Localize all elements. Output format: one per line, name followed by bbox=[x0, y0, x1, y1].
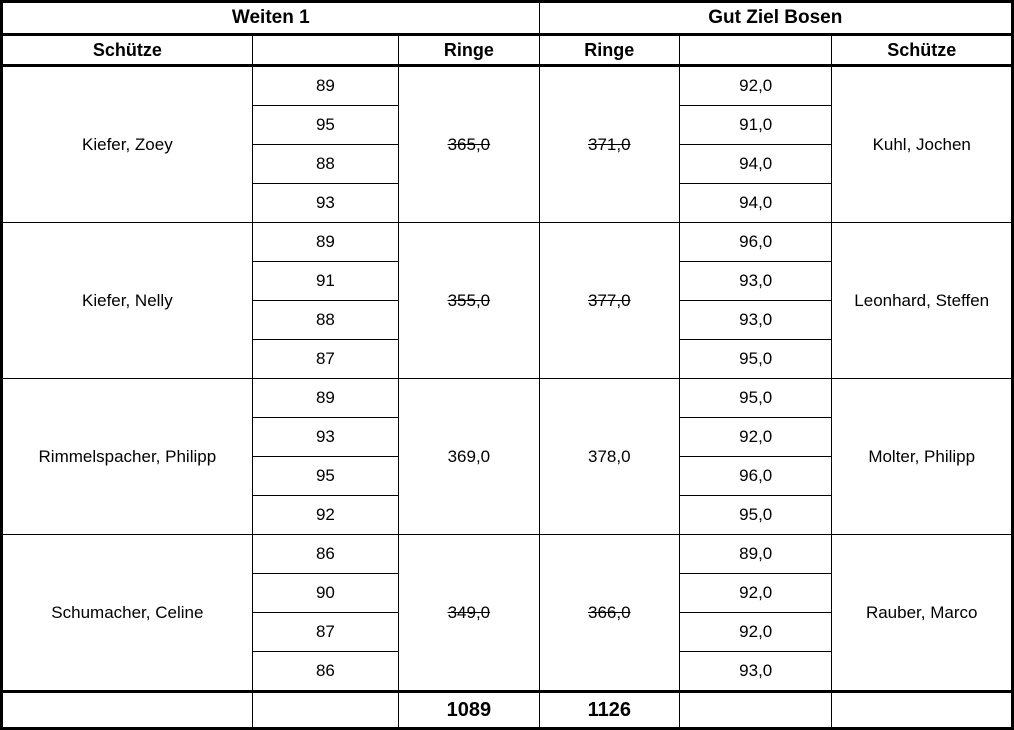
shooter-total-right bbox=[539, 535, 679, 692]
shooter-total-left bbox=[399, 535, 539, 692]
team-header-row bbox=[2, 2, 1013, 35]
series-value-left: 88 bbox=[252, 145, 398, 184]
shooter-total-left-value: 369,0 bbox=[447, 446, 491, 466]
shooter-total-right bbox=[539, 66, 679, 223]
shooter-total-right bbox=[539, 379, 679, 535]
series-value-right: 95,0 bbox=[679, 379, 831, 418]
shooter-total-right bbox=[539, 223, 679, 379]
series-value-left: 91 bbox=[252, 262, 398, 301]
shooter-name-left: Schumacher, Celine bbox=[2, 535, 253, 692]
series-value-right: 92,0 bbox=[679, 613, 831, 652]
series-value-right: 94,0 bbox=[679, 184, 831, 223]
shooter-name-left: Kiefer, Zoey bbox=[2, 66, 253, 223]
series-value-left: 93 bbox=[252, 418, 398, 457]
shooter-total-left-value: 355,0 bbox=[447, 290, 491, 310]
series-value-left: 87 bbox=[252, 340, 398, 379]
shooter-total-left bbox=[399, 223, 539, 379]
series-value-right: 92,0 bbox=[679, 574, 831, 613]
column-header-row bbox=[2, 35, 1013, 66]
team-total-right: 1126 bbox=[539, 692, 679, 729]
team-name-right: Gut Ziel Bosen bbox=[539, 2, 1012, 35]
series-value-left: 95 bbox=[252, 106, 398, 145]
series-value-right: 96,0 bbox=[679, 223, 831, 262]
series-value-left: 86 bbox=[252, 652, 398, 692]
sum-empty-name-right bbox=[832, 692, 1013, 729]
shooter-name-right: Molter, Philipp bbox=[832, 379, 1013, 535]
header-shooter-right: Schütze bbox=[832, 35, 1013, 66]
series-value-right: 96,0 bbox=[679, 457, 831, 496]
shooter-name-left: Kiefer, Nelly bbox=[2, 223, 253, 379]
series-value-right: 92,0 bbox=[679, 418, 831, 457]
shooter-total-right-value: 366,0 bbox=[588, 602, 631, 622]
series-value-left: 89 bbox=[252, 379, 398, 418]
header-ringe-right: Ringe bbox=[539, 35, 679, 66]
series-value-left: 92 bbox=[252, 496, 398, 535]
team-total-left: 1089 bbox=[399, 692, 539, 729]
shooter-total-right-value: 378,0 bbox=[588, 446, 631, 466]
team-total-row bbox=[2, 692, 1013, 729]
series-value-right: 92,0 bbox=[679, 66, 831, 106]
header-series-left bbox=[252, 35, 398, 66]
sum-empty-series-left bbox=[252, 692, 398, 729]
header-ringe-left: Ringe bbox=[399, 35, 539, 66]
series-value-right: 95,0 bbox=[679, 496, 831, 535]
series-value-right: 93,0 bbox=[679, 262, 831, 301]
series-value-left: 89 bbox=[252, 223, 398, 262]
shooter-name-right: Rauber, Marco bbox=[832, 535, 1013, 692]
series-value-left: 95 bbox=[252, 457, 398, 496]
shooter-total-right-value: 377,0 bbox=[588, 290, 631, 310]
series-value-left: 86 bbox=[252, 535, 398, 574]
header-shooter-left: Schütze bbox=[2, 35, 253, 66]
sum-empty-name-left bbox=[2, 692, 253, 729]
shooter-total-left bbox=[399, 66, 539, 223]
shooter-name-right: Leonhard, Steffen bbox=[832, 223, 1013, 379]
series-value-right: 94,0 bbox=[679, 145, 831, 184]
series-value-left: 88 bbox=[252, 301, 398, 340]
series-value-left: 87 bbox=[252, 613, 398, 652]
table-row bbox=[2, 66, 1013, 106]
series-value-right: 93,0 bbox=[679, 652, 831, 692]
table-row bbox=[2, 535, 1013, 574]
shooter-total-left bbox=[399, 379, 539, 535]
series-value-left: 90 bbox=[252, 574, 398, 613]
shooter-total-right-value: 371,0 bbox=[588, 134, 631, 154]
table-row bbox=[2, 223, 1013, 262]
team-name-left: Weiten 1 bbox=[2, 2, 540, 35]
series-value-left: 89 bbox=[252, 66, 398, 106]
series-value-right: 89,0 bbox=[679, 535, 831, 574]
series-value-right: 93,0 bbox=[679, 301, 831, 340]
header-series-right bbox=[679, 35, 831, 66]
shooter-total-left-value: 349,0 bbox=[447, 602, 491, 622]
sum-empty-series-right bbox=[679, 692, 831, 729]
shooter-name-left: Rimmelspacher, Philipp bbox=[2, 379, 253, 535]
series-value-right: 91,0 bbox=[679, 106, 831, 145]
series-value-right: 95,0 bbox=[679, 340, 831, 379]
table-row bbox=[2, 379, 1013, 418]
series-value-left: 93 bbox=[252, 184, 398, 223]
shooter-total-left-value: 365,0 bbox=[447, 134, 491, 154]
shooter-name-right: Kuhl, Jochen bbox=[832, 66, 1013, 223]
